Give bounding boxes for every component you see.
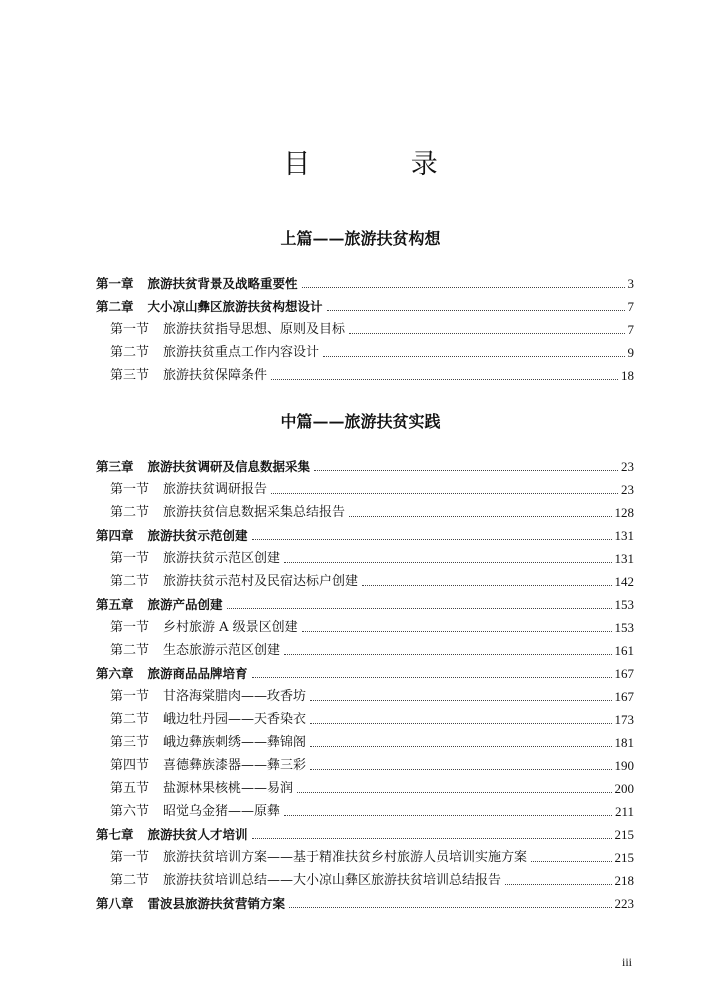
dot-leader bbox=[327, 310, 625, 311]
entry-label: 第二节 bbox=[110, 345, 150, 360]
entry-page-number: 9 bbox=[627, 345, 634, 360]
entry-page-number: 23 bbox=[621, 459, 634, 474]
dot-leader bbox=[252, 677, 612, 678]
entry-title: 旅游扶贫调研报告 bbox=[163, 482, 268, 497]
entry-page-number: 7 bbox=[627, 299, 634, 314]
entry-title: 旅游扶贫指导思想、原则及目标 bbox=[163, 322, 346, 337]
entry-title: 旅游扶贫示范区创建 bbox=[163, 551, 281, 566]
entry-title: 旅游扶贫调研及信息数据采集 bbox=[147, 459, 311, 474]
page-number: iii bbox=[622, 955, 633, 969]
entry-label: 第一章 bbox=[96, 276, 134, 291]
entry-title: 雷波县旅游扶贫营销方案 bbox=[147, 896, 286, 911]
toc-chapter-entry[interactable] bbox=[96, 823, 634, 843]
entry-title: 昭觉乌金猪——原彝 bbox=[163, 804, 281, 819]
entry-title: 旅游商品品牌培育 bbox=[147, 666, 248, 681]
entry-page-number: 142 bbox=[614, 574, 634, 589]
toc-section-entry[interactable] bbox=[96, 547, 634, 567]
toc-section-entry[interactable] bbox=[96, 777, 634, 797]
toc-chapter-entry[interactable] bbox=[96, 455, 634, 475]
dot-leader bbox=[349, 333, 624, 334]
toc-chapter-entry[interactable] bbox=[96, 272, 634, 292]
entry-page-number: 211 bbox=[614, 804, 634, 819]
toc-chapter-entry[interactable] bbox=[96, 662, 634, 682]
dot-leader bbox=[505, 884, 611, 885]
entry-label: 第五节 bbox=[110, 781, 150, 796]
entry-title: 旅游扶贫重点工作内容设计 bbox=[163, 345, 320, 360]
entry-page-number: 18 bbox=[621, 368, 634, 383]
dot-leader bbox=[284, 815, 612, 816]
dot-leader bbox=[227, 608, 612, 609]
entry-page-number: 131 bbox=[614, 551, 634, 566]
dot-leader bbox=[271, 493, 618, 494]
toc-title: 目 录 bbox=[283, 149, 484, 180]
entry-page-number: 167 bbox=[614, 689, 634, 704]
toc-section-entry[interactable] bbox=[96, 846, 634, 866]
entry-title: 旅游扶贫培训总结——大小凉山彝区旅游扶贫培训总结报告 bbox=[163, 873, 502, 888]
entry-page-number: 223 bbox=[614, 896, 634, 911]
entry-label: 第七章 bbox=[96, 827, 134, 842]
toc-section-entry[interactable] bbox=[96, 570, 634, 590]
entry-title: 旅游扶贫示范村及民宿达标户创建 bbox=[163, 574, 359, 589]
toc-section-entry[interactable] bbox=[96, 639, 634, 659]
entry-label: 第二节 bbox=[110, 873, 150, 888]
entry-page-number: 161 bbox=[614, 643, 634, 658]
entry-label: 第六节 bbox=[110, 804, 150, 819]
entry-title: 旅游扶贫背景及战略重要性 bbox=[147, 276, 298, 291]
entry-title: 旅游扶贫人才培训 bbox=[147, 827, 248, 842]
entry-title: 喜德彝族漆器——彝三彩 bbox=[163, 758, 307, 773]
toc-section-entry[interactable] bbox=[96, 501, 634, 521]
dot-leader bbox=[349, 516, 611, 517]
entry-label: 第三节 bbox=[110, 735, 150, 750]
dot-leader bbox=[310, 769, 611, 770]
dot-leader bbox=[314, 470, 618, 471]
dot-leader bbox=[252, 539, 612, 540]
dot-leader bbox=[310, 700, 611, 701]
dot-leader bbox=[302, 631, 612, 632]
dot-leader bbox=[252, 838, 612, 839]
entry-title: 旅游扶贫信息数据采集总结报告 bbox=[163, 505, 346, 520]
dot-leader bbox=[323, 356, 624, 357]
entry-title: 旅游扶贫保障条件 bbox=[163, 368, 268, 383]
entry-label: 第三节 bbox=[110, 368, 150, 383]
entry-label: 第八章 bbox=[96, 896, 134, 911]
entry-label: 第六章 bbox=[96, 666, 134, 681]
entry-label: 第四节 bbox=[110, 758, 150, 773]
dot-leader bbox=[531, 861, 611, 862]
dot-leader bbox=[289, 907, 611, 908]
toc-section-entry[interactable] bbox=[96, 616, 634, 636]
entry-title: 旅游扶贫培训方案——基于精准扶贫乡村旅游人员培训实施方案 bbox=[163, 850, 528, 865]
entry-label: 第五章 bbox=[96, 597, 134, 612]
toc-chapter-entry[interactable] bbox=[96, 295, 634, 315]
entry-label: 第二节 bbox=[110, 712, 150, 727]
dot-leader bbox=[297, 792, 611, 793]
dot-leader bbox=[284, 562, 611, 563]
entry-label: 第一节 bbox=[110, 551, 150, 566]
entry-page-number: 167 bbox=[614, 666, 634, 681]
dot-leader bbox=[310, 723, 611, 724]
toc-section-entry[interactable] bbox=[96, 478, 634, 498]
entry-title: 旅游产品创建 bbox=[147, 597, 223, 612]
toc-section-entry[interactable] bbox=[96, 754, 634, 774]
entry-page-number: 173 bbox=[614, 712, 634, 727]
toc-section-entry[interactable] bbox=[96, 708, 634, 728]
toc-section-entry[interactable] bbox=[96, 869, 634, 889]
dot-leader bbox=[310, 746, 611, 747]
entry-page-number: 23 bbox=[621, 482, 634, 497]
entry-page-number: 153 bbox=[614, 597, 634, 612]
entry-page-number: 200 bbox=[614, 781, 634, 796]
entry-title: 旅游扶贫示范创建 bbox=[147, 528, 248, 543]
toc-section-entry[interactable] bbox=[96, 364, 634, 384]
entry-page-number: 215 bbox=[614, 827, 634, 842]
entry-label: 第一节 bbox=[110, 322, 150, 337]
entry-title: 甘洛海棠腊肉——玫香坊 bbox=[163, 689, 307, 704]
entry-title: 生态旅游示范区创建 bbox=[163, 643, 281, 658]
toc-chapter-entry[interactable] bbox=[96, 892, 634, 912]
toc-section-entry[interactable] bbox=[96, 318, 634, 338]
entry-page-number: 153 bbox=[614, 620, 634, 635]
part-heading: 上篇——旅游扶贫构想 bbox=[280, 229, 441, 248]
toc-section-entry[interactable] bbox=[96, 731, 634, 751]
entry-page-number: 131 bbox=[614, 528, 634, 543]
dot-leader bbox=[362, 585, 611, 586]
dot-leader bbox=[271, 379, 618, 380]
entry-label: 第一节 bbox=[110, 689, 150, 704]
entry-page-number: 128 bbox=[614, 505, 634, 520]
toc-section-entry[interactable] bbox=[96, 341, 634, 361]
entry-label: 第二章 bbox=[96, 299, 134, 314]
entry-label: 第三章 bbox=[96, 459, 134, 474]
dot-leader bbox=[302, 287, 625, 288]
entry-page-number: 3 bbox=[627, 276, 634, 291]
entry-label: 第一节 bbox=[110, 620, 150, 635]
entry-title: 大小凉山彝区旅游扶贫构想设计 bbox=[147, 299, 323, 314]
entry-title: 盐源林果核桃——易润 bbox=[163, 781, 294, 796]
entry-title: 乡村旅游 A 级景区创建 bbox=[163, 620, 298, 635]
entry-title: 峨边彝族刺绣——彝锦阁 bbox=[163, 735, 307, 750]
entry-page-number: 218 bbox=[614, 873, 634, 888]
entry-page-number: 181 bbox=[614, 735, 634, 750]
entry-label: 第二节 bbox=[110, 574, 150, 589]
toc-chapter-entry[interactable] bbox=[96, 524, 634, 544]
entry-label: 第四章 bbox=[96, 528, 134, 543]
toc-section-entry[interactable] bbox=[96, 800, 634, 820]
toc-chapter-entry[interactable] bbox=[96, 593, 634, 613]
entry-label: 第二节 bbox=[110, 505, 150, 520]
toc-section-entry[interactable] bbox=[96, 685, 634, 705]
entry-page-number: 190 bbox=[614, 758, 634, 773]
entry-label: 第一节 bbox=[110, 850, 150, 865]
entry-title: 峨边牡丹园——天香染衣 bbox=[163, 712, 307, 727]
part-heading: 中篇——旅游扶贫实践 bbox=[280, 412, 441, 431]
entry-label: 第二节 bbox=[110, 643, 150, 658]
entry-page-number: 215 bbox=[614, 850, 634, 865]
entry-label: 第一节 bbox=[110, 482, 150, 497]
entry-page-number: 7 bbox=[627, 322, 634, 337]
dot-leader bbox=[284, 654, 611, 655]
